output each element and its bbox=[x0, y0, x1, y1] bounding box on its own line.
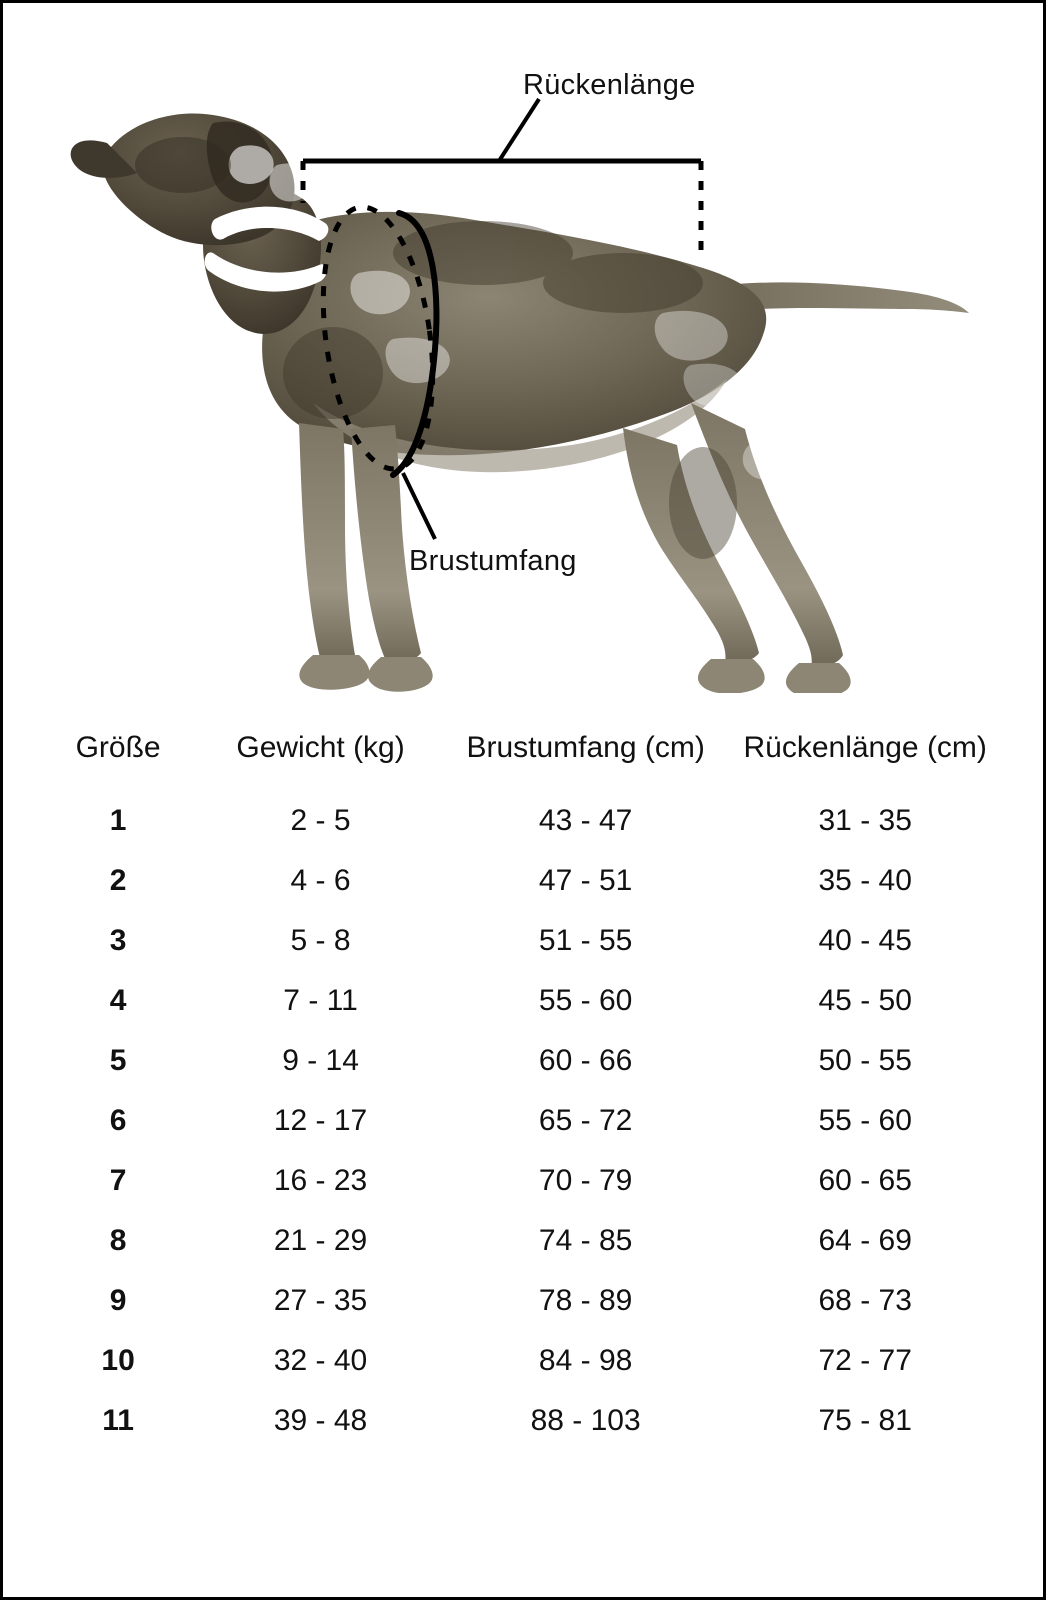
table-row bbox=[41, 1391, 1005, 1451]
cell-back: 50 - 55 bbox=[818, 1044, 912, 1077]
table-row bbox=[41, 791, 1005, 851]
cell-weight: 32 - 40 bbox=[273, 1344, 368, 1377]
chest-girth-leader-line bbox=[403, 473, 435, 539]
cell-weight: 5 - 8 bbox=[290, 924, 351, 957]
table-row bbox=[41, 1031, 1005, 1091]
cell-size: 11 bbox=[102, 1404, 134, 1437]
cell-back: 35 - 40 bbox=[818, 864, 912, 897]
back-length-leader-line bbox=[499, 99, 539, 161]
size-table-container bbox=[3, 721, 1043, 1451]
cell-back: 64 - 69 bbox=[818, 1224, 912, 1257]
table-row bbox=[41, 1091, 1005, 1151]
header-weight: Gewicht (kg) bbox=[236, 731, 405, 764]
cell-weight: 16 - 23 bbox=[273, 1164, 368, 1197]
cell-back: 68 - 73 bbox=[818, 1284, 912, 1317]
cell-chest: 47 - 51 bbox=[538, 864, 633, 897]
cell-back: 45 - 50 bbox=[818, 984, 912, 1017]
cell-size: 2 bbox=[109, 864, 127, 897]
cell-chest: 78 - 89 bbox=[538, 1284, 633, 1317]
cell-weight: 4 - 6 bbox=[290, 864, 351, 897]
table-row bbox=[41, 1331, 1005, 1391]
label-back-length: Rückenlänge bbox=[523, 69, 696, 101]
cell-chest: 88 - 103 bbox=[530, 1404, 641, 1437]
table-row bbox=[41, 971, 1005, 1031]
cell-weight: 21 - 29 bbox=[273, 1224, 368, 1257]
cell-weight: 39 - 48 bbox=[273, 1404, 368, 1437]
cell-chest: 43 - 47 bbox=[538, 804, 633, 837]
cell-back: 60 - 65 bbox=[818, 1164, 912, 1197]
cell-size: 10 bbox=[101, 1344, 135, 1377]
table-row bbox=[41, 1211, 1005, 1271]
header-size: Größe bbox=[75, 731, 161, 764]
cell-chest: 70 - 79 bbox=[538, 1164, 633, 1197]
cell-size: 8 bbox=[109, 1224, 127, 1257]
label-chest-girth: Brustumfang bbox=[409, 545, 577, 577]
cell-chest: 51 - 55 bbox=[538, 924, 633, 957]
table-row bbox=[41, 851, 1005, 911]
dog-front-leg-far bbox=[299, 423, 355, 662]
table-row bbox=[41, 1151, 1005, 1211]
cell-back: 72 - 77 bbox=[818, 1344, 912, 1377]
dog-illustration-svg bbox=[63, 73, 983, 693]
cell-chest: 74 - 85 bbox=[538, 1224, 633, 1257]
cell-chest: 65 - 72 bbox=[538, 1104, 633, 1137]
cell-chest: 55 - 60 bbox=[538, 984, 633, 1017]
cell-size: 6 bbox=[109, 1104, 127, 1137]
cell-back: 40 - 45 bbox=[818, 924, 912, 957]
header-back: Rückenlänge (cm) bbox=[743, 731, 987, 764]
size-table-head bbox=[41, 721, 1005, 791]
cell-size: 7 bbox=[109, 1164, 127, 1197]
cell-size: 3 bbox=[109, 924, 127, 957]
dog-hind-paw-far bbox=[698, 659, 765, 693]
table-header-row bbox=[41, 721, 1005, 791]
dog-measurement-illustration bbox=[3, 3, 1043, 718]
table-row bbox=[41, 911, 1005, 971]
table-row bbox=[41, 1271, 1005, 1331]
dog-hind-paw-near bbox=[786, 663, 851, 693]
cell-back: 75 - 81 bbox=[818, 1404, 912, 1437]
cell-size: 4 bbox=[109, 984, 127, 1017]
cell-weight: 2 - 5 bbox=[290, 804, 351, 837]
header-chest: Brustumfang (cm) bbox=[466, 731, 705, 764]
cell-back: 31 - 35 bbox=[818, 804, 912, 837]
cell-weight: 7 - 11 bbox=[283, 984, 358, 1017]
cell-size: 5 bbox=[109, 1044, 127, 1077]
cell-back: 55 - 60 bbox=[818, 1104, 912, 1137]
cell-chest: 84 - 98 bbox=[538, 1344, 633, 1377]
dog-front-paw-far bbox=[299, 655, 369, 690]
dog-front-paw-near bbox=[368, 657, 433, 692]
cell-size: 9 bbox=[109, 1284, 127, 1317]
cell-size: 1 bbox=[109, 804, 127, 837]
size-table-body bbox=[41, 791, 1005, 1451]
cell-chest: 60 - 66 bbox=[538, 1044, 633, 1077]
cell-weight: 9 - 14 bbox=[282, 1044, 359, 1077]
size-table bbox=[41, 721, 1005, 1451]
cell-weight: 12 - 17 bbox=[273, 1104, 368, 1137]
cell-weight: 27 - 35 bbox=[273, 1284, 368, 1317]
